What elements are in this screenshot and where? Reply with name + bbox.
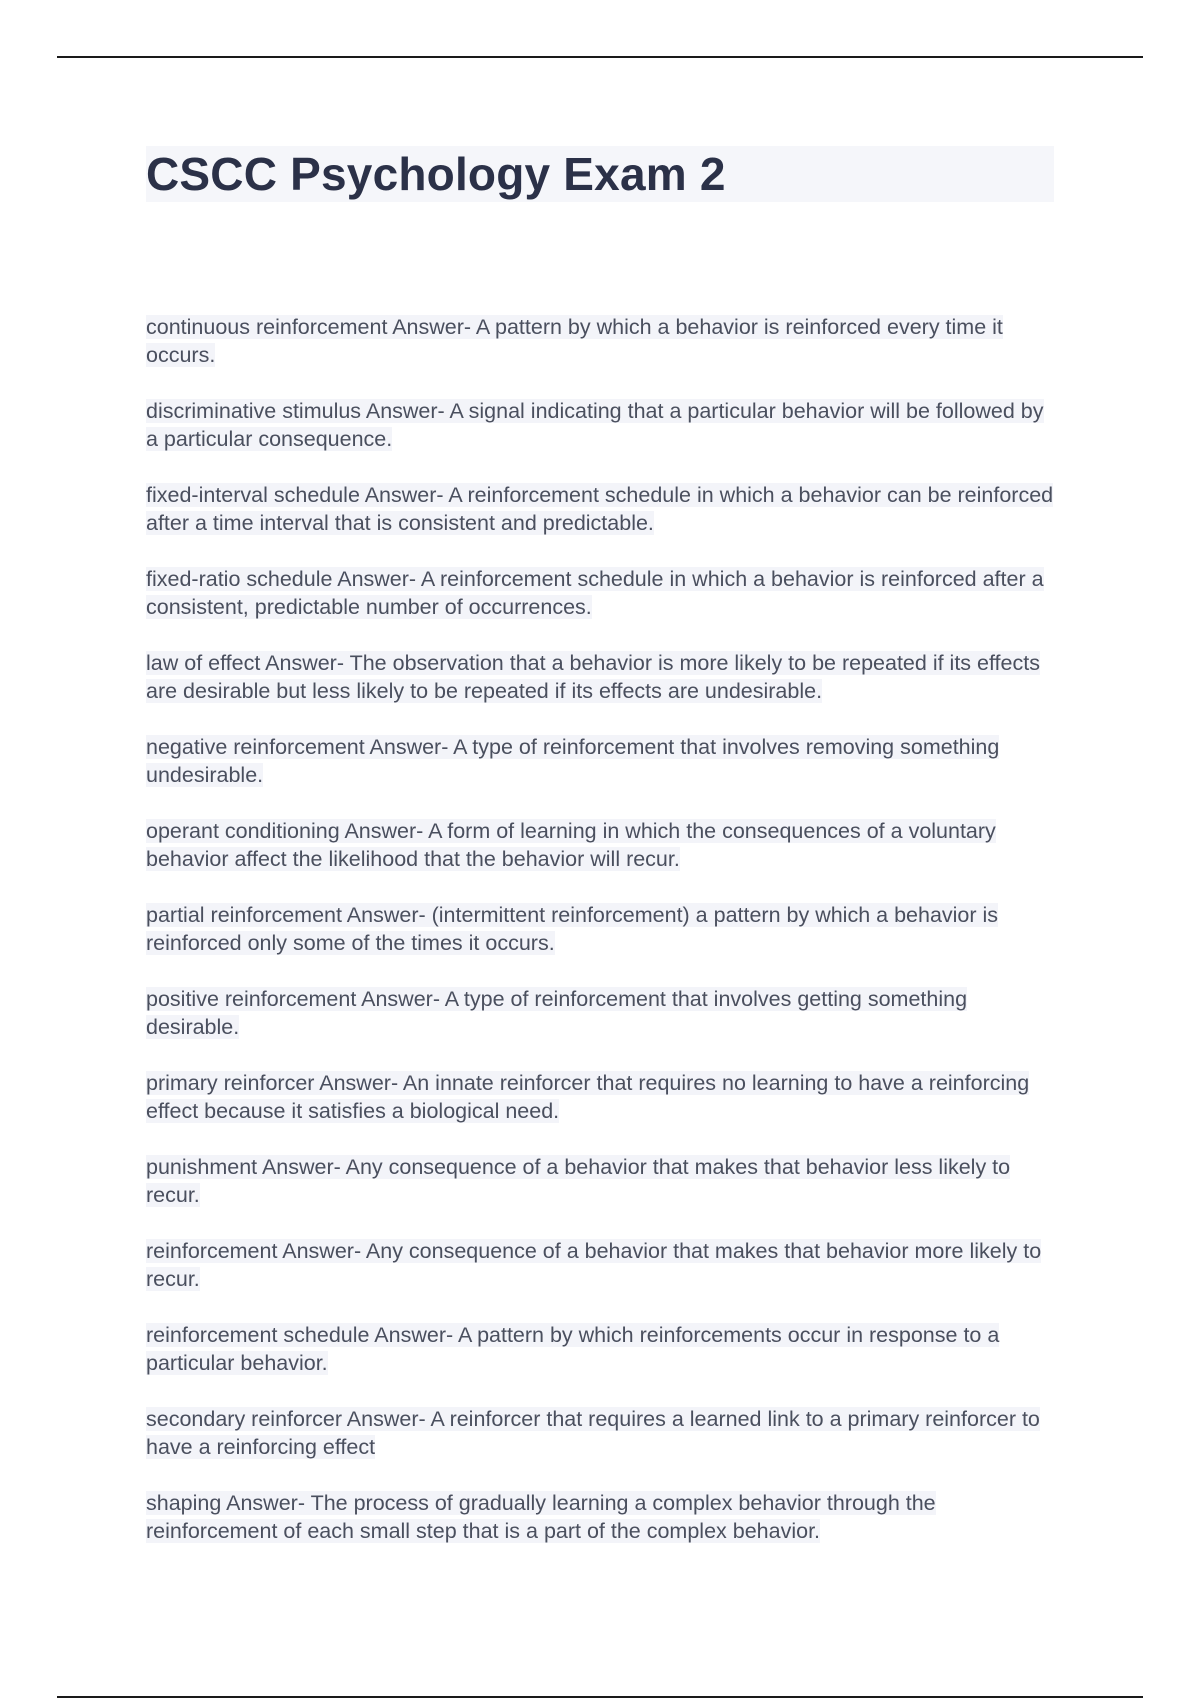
term: fixed-interval schedule: [146, 483, 360, 507]
definition: A reinforcement schedule in which a behavior can be reinforced after a time interval that is consistent and predictable.: [146, 483, 1054, 535]
flashcard-list: [146, 313, 1056, 1573]
answer-label: Answer-: [369, 735, 449, 759]
list-item: [146, 817, 1056, 901]
list-item: [146, 649, 1056, 733]
term: continuous reinforcement: [146, 315, 388, 339]
definition: A type of reinforcement that involves getting something desirable.: [146, 987, 968, 1039]
term: fixed-ratio schedule: [146, 567, 333, 591]
list-item: [146, 733, 1056, 817]
definition: The observation that a behavior is more likely to be repeated if its effects are desirable but less likely to be repeated if its effects are undesirable.: [146, 651, 1040, 703]
list-item: [146, 565, 1056, 649]
title-block: [146, 146, 1054, 202]
answer-label: Answer-: [365, 399, 445, 423]
definition: A reinforcer that requires a learned link to a primary reinforcer to have a reinforcing effect: [146, 1407, 1040, 1459]
list-item: [146, 481, 1056, 565]
term: discriminative stimulus: [146, 399, 362, 423]
definition: A pattern by which reinforcements occur in response to a particular behavior.: [146, 1323, 1000, 1375]
answer-label: Answer-: [265, 651, 344, 675]
definition: A reinforcement schedule in which a behavior is reinforced after a consistent, predictable number of occurrences.: [146, 567, 1044, 619]
page-title: CSCC Psychology Exam 2: [146, 148, 726, 200]
definition: A pattern by which a behavior is reinforced every time it occurs.: [146, 315, 1003, 367]
definition: A signal indicating that a particular behavior will be followed by a particular consequence.: [146, 399, 1044, 451]
definition: An innate reinforcer that requires no learning to have a reinforcing effect because it satisfies a biological need.: [146, 1071, 1030, 1123]
answer-label: Answer-: [374, 1323, 454, 1347]
definition: A form of learning in which the consequences of a voluntary behavior affect the likelihood that the behavior will recur.: [146, 819, 996, 871]
list-item: [146, 1405, 1056, 1489]
top-rule: [57, 56, 1143, 58]
answer-label: Answer-: [361, 987, 440, 1011]
term: positive reinforcement: [146, 987, 357, 1011]
definition: Any consequence of a behavior that makes that behavior less likely to recur.: [146, 1155, 1011, 1207]
list-item: [146, 1321, 1056, 1405]
definition: The process of gradually learning a complex behavior through the reinforcement of each small step that is a part of the complex behavior.: [146, 1491, 936, 1543]
term: secondary reinforcer: [146, 1407, 342, 1431]
list-item: [146, 901, 1056, 985]
answer-label: Answer-: [392, 315, 472, 339]
term: partial reinforcement: [146, 903, 342, 927]
term: primary reinforcer: [146, 1071, 315, 1095]
term: reinforcement: [146, 1239, 278, 1263]
answer-label: Answer-: [261, 1155, 341, 1179]
answer-label: Answer-: [344, 819, 424, 843]
term: punishment: [146, 1155, 258, 1179]
term: operant conditioning: [146, 819, 340, 843]
term: reinforcement schedule: [146, 1323, 370, 1347]
list-item: [146, 1237, 1056, 1321]
bottom-rule: [57, 1696, 1143, 1698]
list-item: [146, 985, 1056, 1069]
answer-label: Answer-: [346, 1407, 426, 1431]
term: shaping: [146, 1491, 222, 1515]
answer-label: Answer-: [337, 567, 417, 591]
list-item: [146, 1153, 1056, 1237]
term: negative reinforcement: [146, 735, 365, 759]
definition: Any consequence of a behavior that makes that behavior more likely to recur.: [146, 1239, 1042, 1291]
list-item: [146, 1069, 1056, 1153]
list-item: [146, 313, 1056, 397]
answer-label: Answer-: [319, 1071, 399, 1095]
definition: A type of reinforcement that involves removing something undesirable.: [146, 735, 1000, 787]
term: law of effect: [146, 651, 261, 675]
list-item: [146, 1489, 1056, 1573]
answer-label: Answer-: [346, 903, 426, 927]
definition: (intermittent reinforcement) a pattern by which a behavior is reinforced only some of the times it occurs.: [146, 903, 999, 955]
answer-label: Answer-: [364, 483, 444, 507]
answer-label: Answer-: [282, 1239, 362, 1263]
answer-label: Answer-: [226, 1491, 305, 1515]
list-item: [146, 397, 1056, 481]
